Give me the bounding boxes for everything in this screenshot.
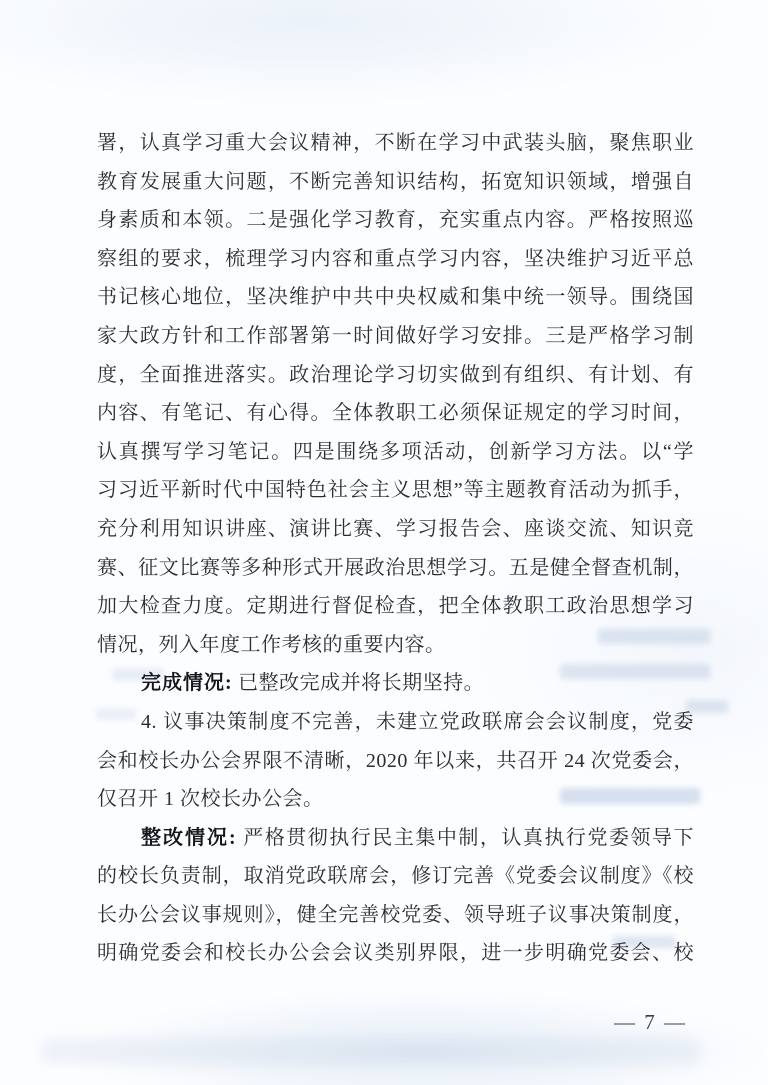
text-line: 加大检查力度。定期进行督促检查，把全体教职工政治思想学习 bbox=[97, 595, 694, 618]
text-line: 认真撰写学习笔记。四是围绕多项活动，创新学习方法。以“学 bbox=[97, 440, 694, 463]
text-line: 署，认真学习重大会议精神，不断在学习中武装头脑，聚焦职业 bbox=[97, 132, 694, 154]
text-line: 度，全面推进落实。政治理论学习切实做到有组织、有计划、有 bbox=[97, 363, 694, 386]
page-number bbox=[614, 1010, 687, 1035]
text-line: 仅召开 1 次校长办公会。 bbox=[97, 788, 324, 811]
text-line: 整改情况: 严格贯彻执行民主集中制，认真执行党委领导下 bbox=[141, 826, 694, 849]
document-text-block bbox=[97, 124, 694, 973]
text-line: 习习近平新时代中国特色社会主义思想”等主题教育活动为抓手， bbox=[97, 479, 694, 502]
page-number-label: — 7 — bbox=[614, 1010, 687, 1034]
text-line: 家大政方针和工作部署第一时间做好学习安排。三是严格学习制 bbox=[97, 324, 694, 347]
text-line: 完成情况: 已整改完成并将长期坚持。 bbox=[141, 672, 485, 695]
text-line: 的校长负责制，取消党政联席会，修订完善《党委会议制度》《校 bbox=[97, 865, 694, 888]
text-line: 长办公会议事规则》，健全完善校党委、领导班子议事决策制度， bbox=[97, 903, 694, 926]
bold-label: 整改情况: bbox=[141, 826, 237, 849]
text-line: 书记核心地位，坚决维护中共中央权威和集中统一领导。围绕国 bbox=[97, 286, 694, 309]
text-line: 4. 议事决策制度不完善，未建立党政联席会会议制度，党委 bbox=[141, 710, 694, 733]
text-line: 教育发展重大问题，不断完善知识结构，拓宽知识领域，增强自 bbox=[97, 170, 694, 193]
text-line: 身素质和本领。二是强化学习教育，充实重点内容。严格按照巡 bbox=[97, 209, 694, 232]
text-line: 察组的要求，梳理学习内容和重点学习内容，坚决维护习近平总 bbox=[97, 247, 694, 270]
text-line: 赛、征文比赛等多种形式开展政治思想学习。五是健全督查机制， bbox=[97, 556, 694, 579]
text-line: 会和校长办公会界限不清晰，2020 年以来，共召开 24 次党委会， bbox=[97, 749, 694, 772]
text-line: 明确党委会和校长办公会会议类别界限，进一步明确党委会、校 bbox=[97, 942, 694, 965]
text-line: 内容、有笔记、有心得。全体教职工必须保证规定的学习时间， bbox=[97, 402, 694, 425]
scan-noise-band bbox=[40, 1038, 700, 1064]
text-line: 充分利用知识讲座、演讲比赛、学习报告会、座谈交流、知识竞 bbox=[97, 517, 694, 540]
text-line: 情况，列入年度工作考核的重要内容。 bbox=[97, 633, 446, 656]
bold-label: 完成情况: bbox=[141, 672, 233, 695]
